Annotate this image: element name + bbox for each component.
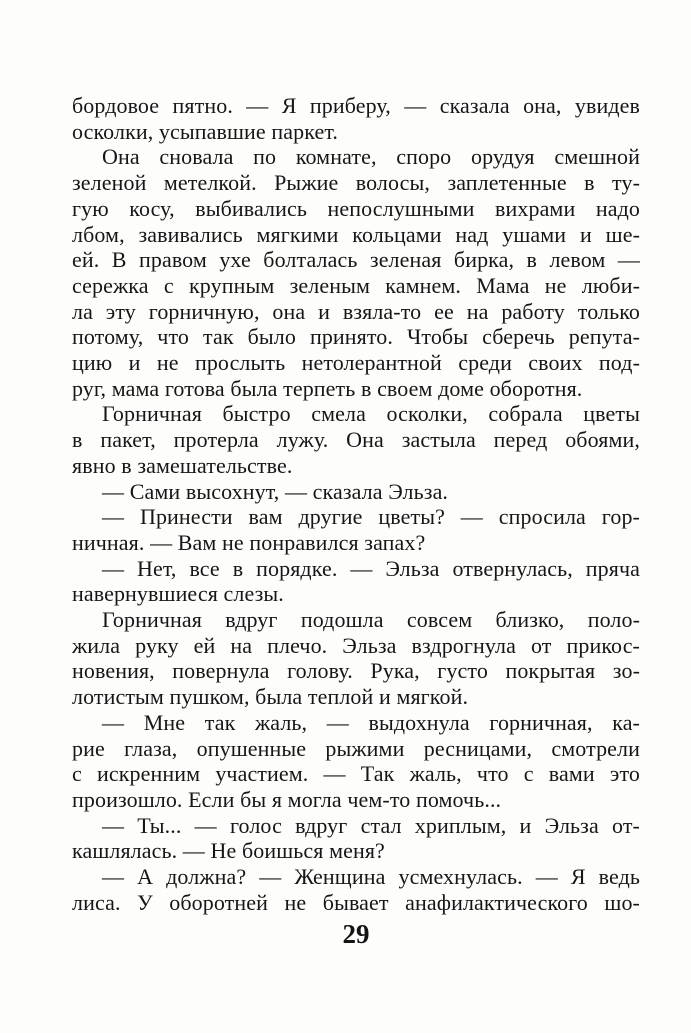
text-line: с искренним участием. — Так жаль, что с вами это xyxy=(72,761,640,787)
text-line: ла эту горничную, она и взяла-то ее на работу только xyxy=(72,298,640,324)
text-line: зеленой метелкой. Рыжие волосы, заплетенные в ту- xyxy=(72,170,640,196)
text-line: в пакет, протерла лужу. Она застыла перед обоями, xyxy=(72,427,640,453)
text-line: кашлялась. — Не боишься меня? xyxy=(72,838,385,864)
text-line: лотистым пушком, была теплой и мягкой. xyxy=(72,684,469,710)
text-line: осколки, усыпавшие паркет. xyxy=(72,118,338,144)
text-line: бордовое пятно. — Я приберу, — сказала она, увидев xyxy=(72,93,640,118)
paragraph xyxy=(72,607,640,710)
text-line: Она сновала по комнате, споро орудуя смешной xyxy=(102,144,640,170)
paragraph xyxy=(72,710,640,813)
text-line: — Мне так жаль, — выдохнула горничная, ка- xyxy=(102,709,640,735)
paragraph xyxy=(72,401,640,478)
text-line: — Нет, все в порядке. — Эльза отвернулась, пряча xyxy=(102,555,640,581)
paragraph xyxy=(72,864,640,915)
paragraph xyxy=(72,479,640,505)
text-line: Горничная вдруг подошла совсем близко, поло- xyxy=(102,607,640,633)
paragraph xyxy=(72,813,640,864)
text-line: — Ты... — голос вдруг стал хриплым, и Эльза от- xyxy=(102,812,640,838)
text-line: жила руку ей на плечо. Эльза вздрогнула от прикос- xyxy=(72,632,640,658)
text-line: лбом, завивались мягкими кольцами над ушами и ше- xyxy=(72,221,640,247)
paragraph xyxy=(72,556,640,607)
text-line: сережка с крупным зеленым камнем. Мама не люби- xyxy=(72,272,640,298)
text-line: — Принести вам другие цветы? — спросила гор- xyxy=(102,504,640,530)
text-block xyxy=(72,93,640,916)
text-line: руг, мама готова была терпеть в своем доме оборотня. xyxy=(72,375,583,401)
text-line: — Сами высохнут, — сказала Эльза. xyxy=(102,478,449,504)
paragraph xyxy=(72,144,640,401)
text-line: навернувшиеся слезы. xyxy=(72,581,284,607)
page-number: 29 xyxy=(342,919,370,949)
text-line: произошло. Если бы я могла чем-то помочь... xyxy=(72,786,502,812)
text-line: — А должна? — Женщина усмехнулась. — Я ведь xyxy=(102,864,640,890)
text-line: ей. В правом ухе болталась зеленая бирка, в левом — xyxy=(72,247,640,273)
text-line: цию и не прослыть нетолерантной среди своих под- xyxy=(72,350,640,376)
text-line: явно в замешательстве. xyxy=(72,452,293,478)
text-line: лиса. У оборотней не бывает анафилактического шо- xyxy=(72,889,640,915)
text-line: Горничная быстро смела осколки, собрала цветы xyxy=(102,401,640,427)
text-line: гую косу, выбивались непослушными вихрами надо xyxy=(72,195,640,221)
text-line: рие глаза, опушенные рыжими ресницами, смотрели xyxy=(72,735,640,761)
text-line: потому, что так было принято. Чтобы сберечь репута- xyxy=(72,324,640,350)
paragraph xyxy=(72,504,640,555)
text-line: новения, повернула голову. Рука, густо покрытая зо- xyxy=(72,658,640,684)
paragraph xyxy=(72,93,640,144)
text-line: ничная. — Вам не понравился запах? xyxy=(72,529,426,555)
